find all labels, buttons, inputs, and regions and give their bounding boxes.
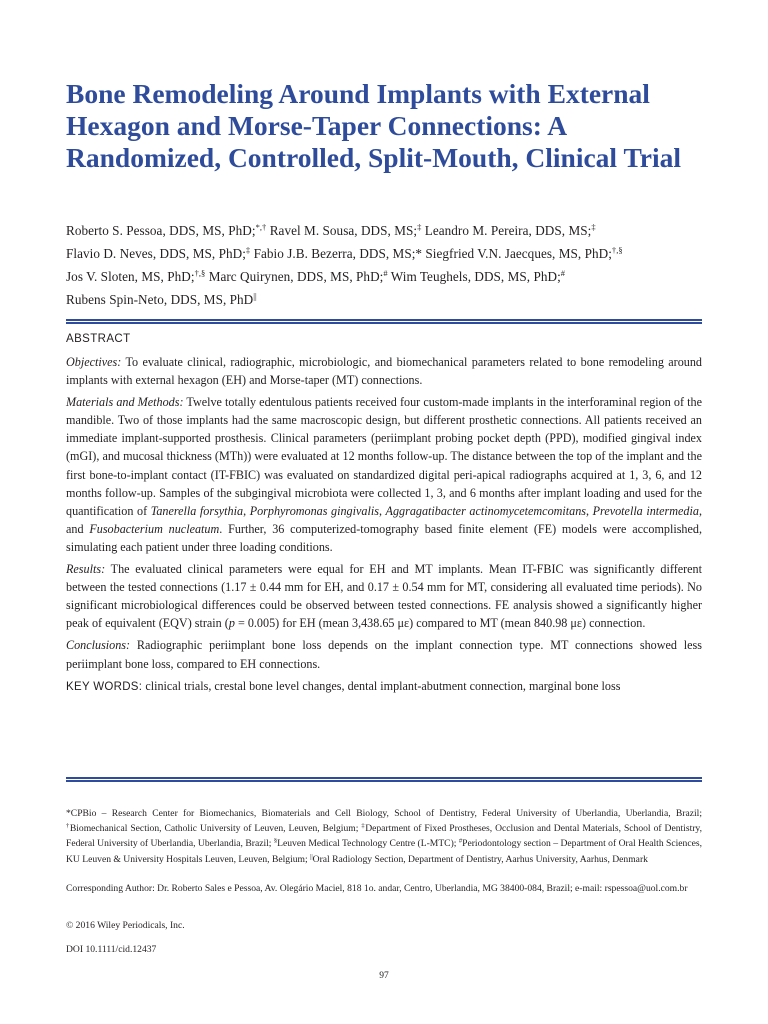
results-text: The evaluated clinical parameters were equal for EH and MT implants. Mean IT-FBIC was significantly different between the tested connections (1.17 ± 0.44 mm for EH, and 0.17 ± 0.54 mm for MT, considering all evaluated time periods). No significant microbiological differences could be observed between tested connections. FE analysis showed a significantly higher peak of equivalent (EQV) strain ( — [66, 562, 702, 631]
affiliation-text: Oral Radiology Section, Department of Dentistry, Aarhus University, Aarhus, Denmark — [312, 853, 648, 865]
author-quirynen: Marc Quirynen, DDS, MS, PhD; — [205, 269, 384, 284]
author-teughels: Wim Teughels, DDS, MS, PhD; — [387, 269, 561, 284]
abstract-conclusions — [66, 636, 702, 672]
keywords-text: clinical trials, crestal bone level changes, dental implant-abutment connection, marginal bone loss — [142, 678, 621, 693]
objectives-text: To evaluate clinical, radiographic, microbiologic, and biomechanical parameters related to bone remodeling around implants with external hexagon (EH) and Morse-taper (MT) connections. — [66, 355, 702, 388]
p-value-symbol: p — [228, 616, 235, 631]
author-sousa: Ravel M. Sousa, DDS, MS; — [266, 223, 418, 238]
separator: , — [243, 503, 250, 518]
separator: , and — [66, 503, 702, 536]
methods-label: Materials and Methods: — [66, 395, 184, 410]
results-text-end: = 0.005) for EH (mean 3,438.65 με) compared to MT (mean 840.98 με) connection. — [234, 616, 646, 631]
species-name: Prevotella intermedia — [592, 503, 699, 518]
author-pereira: Leandro M. Pereira, DDS, MS; — [421, 223, 592, 238]
corresponding-author: Corresponding Author: Dr. Roberto Sales e Pessoa, Av. Olegário Maciel, 818 1o. andar, Centro, Uberlandia, MG 38400-084, Brazil; e-mail: rspessoa@uol.com.br — [66, 883, 688, 894]
affiliation-text: Biomechanical Section, Catholic University of Leuven, Leuven, Belgium; — [69, 823, 362, 835]
abstract-top-rule — [66, 319, 702, 321]
affiliation-mark: ‡ — [361, 822, 366, 830]
abstract-objectives — [66, 353, 702, 389]
affiliation-mark: # — [560, 268, 566, 278]
affiliation-mark: || — [253, 291, 257, 301]
affiliation-mark: ‡ — [417, 222, 422, 232]
affiliation-text: Periodontology section – Department of Oral Health Sciences, KU Leuven & University Hospitals Leuven, Leuven, Belgium; — [66, 838, 702, 865]
affiliation-mark: * — [66, 808, 71, 819]
separator: , — [586, 503, 593, 518]
affiliation-mark: § — [273, 837, 278, 845]
abstract-heading: ABSTRACT — [66, 333, 131, 345]
methods-text: Twelve totally edentulous patients received four custom-made implants in the interforaminal region of the mandible. Two of those implants had the same macroscopic design, but different prosthetic connections. All patients received an immediate implant-supported prosthesis. Clinical parameters (periimplant probing pocket depth (PPD), modified gingival index (mGI), and mucosal thickness (MTh)) were evaluated at 12 months follow-up. The distance between the top of the implant and the first bone-to-implant contact (IT-FBIC) was evaluated on standardized digital peri-apical radiographs acquired at 1, 3, 6, and 12 months follow-up. Samples of the subgingival microbiota were collected 1, 3, and 6 months after implant loading and used for the quantification of — [66, 395, 702, 518]
affiliation-text: CPBio – Research Center for Biomechanics, Biomaterials and Cell Biology, School of Dentistry, Federal University of Uberlandia, Uberlandia, Brazil; — [70, 808, 702, 819]
affiliation-mark: || — [310, 853, 313, 861]
affiliation-mark: ‡ — [245, 245, 251, 255]
species-name: Aggragatibacter actinomycetemcomitans — [385, 503, 587, 518]
species-name: Tanerella forsythia — [150, 503, 244, 518]
abstract-methods — [66, 393, 702, 556]
affiliation-mark: †,§ — [611, 245, 623, 255]
objectives-label: Objectives: — [66, 355, 122, 369]
affiliations-footnote — [66, 806, 702, 867]
doi: DOI 10.1111/cid.12437 — [66, 944, 157, 955]
copyright-notice: © 2016 Wiley Periodicals, Inc. — [66, 920, 185, 931]
author-pessoa: Roberto S. Pessoa, DDS, MS, PhD; — [66, 223, 256, 238]
affiliation-mark: ‡ — [591, 222, 596, 232]
author-bezerra-jaecques: Fabio J.B. Bezerra, DDS, MS;* Siegfried V.N. Jaecques, MS, PhD; — [250, 246, 612, 261]
article-title: Bone Remodeling Around Implants with External Hexagon and Morse-Taper Connections: A Randomized, Controlled, Split-Mouth, Clinical Trial — [66, 78, 681, 173]
species-name: Porphyromonas gingivalis — [249, 503, 379, 518]
affiliation-mark: # — [458, 837, 463, 845]
page-number: 97 — [379, 971, 389, 981]
affiliation-mark: # — [383, 268, 388, 278]
keywords-label: KEY WORDS: — [66, 680, 143, 693]
separator: , — [378, 503, 386, 518]
author-sloten: Jos V. Sloten, MS, PhD; — [66, 269, 195, 284]
methods-text-end: . Further, 36 computerized-tomography based finite element (FE) models were accomplished, simulating each patient under three loading conditions. — [66, 521, 702, 554]
affiliation-text: Department of Fixed Prostheses, Occlusion and Dental Materials, School of Dentistry, Federal University of Uberlandia, Uberlandia, Brazil; — [66, 823, 703, 850]
author-neves: Flavio D. Neves, DDS, MS, PhD; — [66, 246, 246, 261]
results-label: Results: — [66, 562, 106, 577]
abstract-bottom-rule — [66, 777, 702, 779]
affiliation-mark: *,† — [255, 222, 267, 232]
author-spin-neto: Rubens Spin-Neto, DDS, MS, PhD — [66, 292, 254, 307]
species-name: Fusobacterium nucleatum — [89, 521, 220, 536]
affiliation-mark: †,§ — [194, 268, 206, 278]
affiliation-text: Leuven Medical Technology Centre (L-MTC); — [277, 838, 459, 850]
author-list — [66, 219, 726, 311]
affiliation-mark: † — [66, 822, 70, 830]
abstract-body — [66, 353, 702, 700]
keywords — [66, 677, 702, 696]
abstract-results — [66, 560, 702, 632]
conclusions-text: Radiographic periimplant bone loss depends on the implant connection type. MT connections showed less periimplant bone loss, compared to EH connections. — [66, 638, 702, 671]
conclusions-label: Conclusions: — [66, 638, 131, 653]
